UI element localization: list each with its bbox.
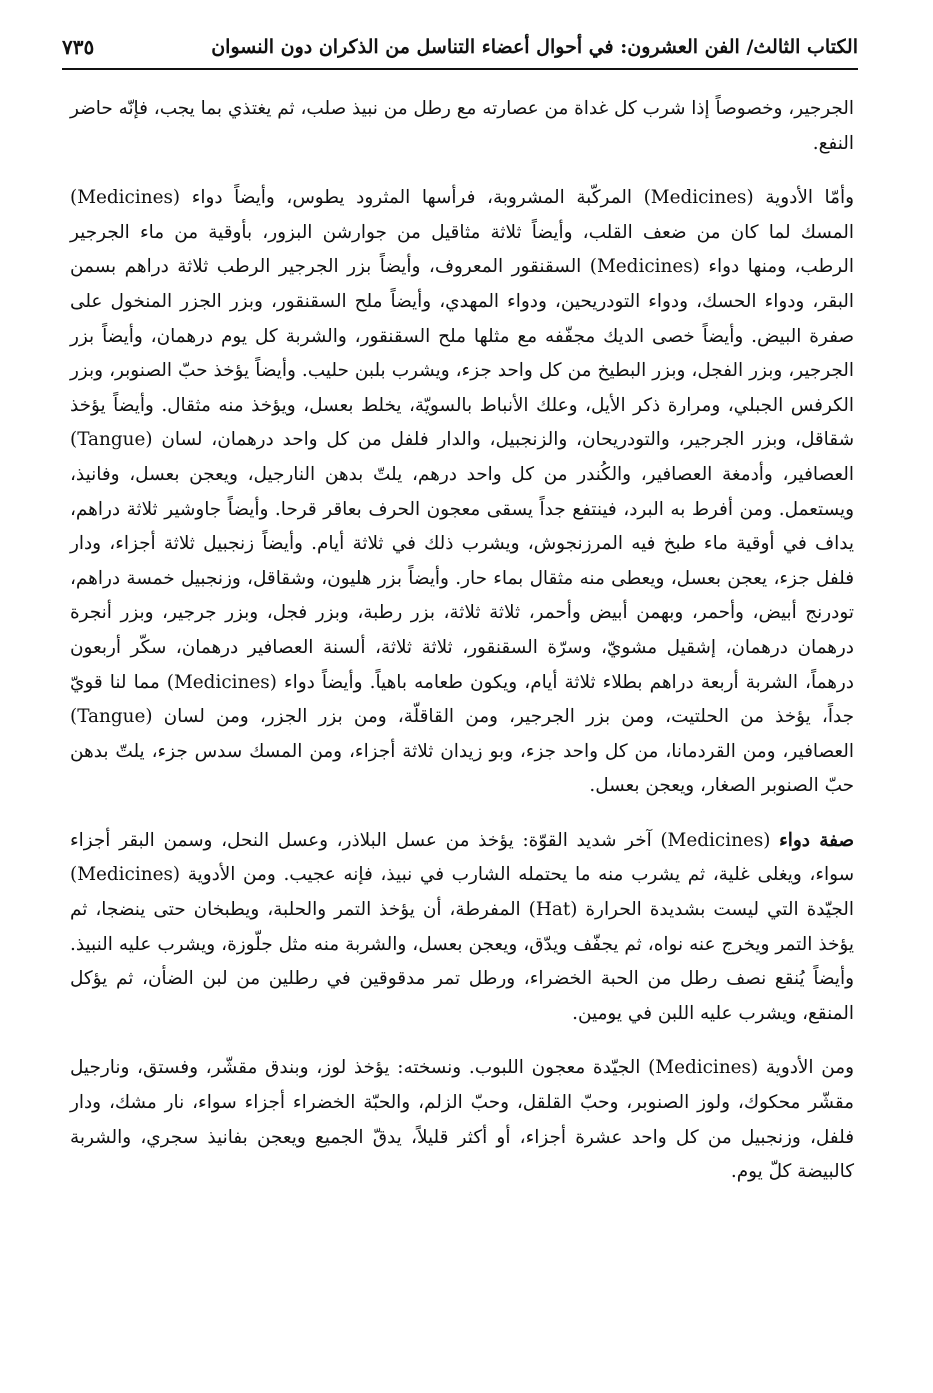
paragraph-gap (70, 161, 854, 181)
paragraph-1 (70, 92, 854, 161)
paragraph-1-text: الجرجير، وخصوصاً إذا شرب كل غداة من عصارته مع رطل من نبيذ صلب، ثم يغتذي بما يجب، فإنّه حاضر النفع. (70, 98, 854, 154)
page-number: ٧٣٥ (62, 35, 95, 59)
paragraph-gap (70, 804, 854, 824)
paragraph-2-text: وأمّا الأدوية (Medicines) المركّبة المشروبة، فرأسها المثرود يطوس، وأيضاً دواء (Medicines) المسك لما كان من ضعف القلب، وأيضاً ثلاثة مثاقيل من جوارشن البزور، بأوقية من ماء الجرجير الرطب، ومنها دواء (Medicines) السقنقور المعروف، وأيضاً بزر الجرجير الرطب ثلاثة دراهم بسمن البقر، ودواء الحسك، ودواء التودريحين، ودواء المهدي، وأيضاً ملح السقنقور، وبزر الجزر المنخول على صفرة البيض. وأيضاً خصى الديك مجفّفه مع مثلها ملح السقنقور، والشربة كل يوم درهمان، وأيضاً بزر الجرجير، وبزر الفجل، وبزر البطيخ من كل واحد جزء، ويشرب بلبن حليب. وأيضاً يؤخذ حبّ الصنوبر، وبزر الكرفس الجبلي، ومرارة ذكر الأيل، وعلك الأنباط بالسويّة، يخلط بعسل، ويؤخذ منه مثقال. وأيضاً يؤخذ شقاقل، وبزر الجرجير، والتودريحان، والزنجبيل، والدار فلفل من كل واحد درهمان، لسان (Tangue) العصافير، وأدمغة العصافير، والكُندر من كل واحد درهم، يلتّ بدهن النارجيل، ويعجن بعسل، وفانيذ، ويستعمل. ومن أفرط به البرد، فينتفع جداً يسقى معجون الحرف بعاقر قرحا. وأيضاً جاوشير ثلاثة دراهم، يداف في أوقية ماء طبخ فيه المرزنجوش، ويشرب ذلك في ثلاثة أيام. وأيضاً زنجبيل ثلاثة أجزاء، ودار فلفل جزء، يعجن بعسل، ويعطى منه مثقال بماء حار. وأيضاً بزر هليون، وشقاقل، وزنجبيل خمسة دراهم، تودرنج أبيض، وأحمر، وبهمن أبيض وأحمر، ثلاثة ثلاثة، بزر رطبة، وبزر فجل، وبزر جرجير، وبزر أنجرة درهمان درهمان، إشقيل مشويّ، وسرّة السقنقور، ثلاثة ثلاثة، ألسنة العصافير درهمان، سكّر أربعون درهماً، الشربة أربعة دراهم بطلاء ثلاثة أيام، ويكون طعامه باهياً. وأيضاً دواء (Medicines) مما لنا قويّ جداً، يؤخذ من الحلتيت، ومن بزر الجرجير، ومن القاقلّة، ومن بزر الجزر، ومن لسان (Tangue) العصافير، ومن القردمانا، من كل واحد جزء، وبو زيدان ثلاثة أجزاء، ومن المسك سدس جزء، يلتّ بدهن حبّ الصنوبر الصغار، ويعجن بعسل. (70, 187, 855, 797)
running-header (62, 32, 858, 66)
paragraph-3 (70, 824, 854, 1032)
header-rule (62, 68, 858, 70)
chapter-title: الكتاب الثالث/ الفن العشرون: في أحوال أعضاء التناسل من الذكران دون النسوان (211, 36, 858, 58)
paragraph-3-text: (Medicines) آخر شديد القوّة: يؤخذ من عسل البلاذر، وعسل النحل، وسمن البقر أجزاء سواء، ويغلى غلية، ثم يشرب منه ما يحتمله الشارب في نبيذ، فإنه عجيب. ومن الأدوية (Medicines) الجيّدة التي ليست بشديدة الحرارة (Hat) المفرطة، أن يؤخذ التمر والحلبة، ويطبخان حتى ينضجا، ثم يؤخذ التمر ويخرج عنه نواه، ثم يجفّف ويدّق، ويعجن بعسل، والشربة منه مثل جلّوزة، ويشرب عليه النبيذ. وأيضاً يُنقع نصف رطل من الحبة الخضراء، ورطل تمر مدقوقين في رطلين من لبن الضأن، ثم يؤكل المنقع، ويشرب عليه اللبن في يومين. (70, 829, 854, 1024)
paragraph-2 (70, 181, 854, 804)
paragraph-4-text: ومن الأدوية (Medicines) الجيّدة معجون اللبوب. ونسخته: يؤخذ لوز، وبندق مقشّر، وفستق، ونارجيل مقشّر محكوك، ولوز الصنوبر، وحبّ القلقل، وحبّ الزلم، والحبّة الخضراء أجزاء سواء، نار مشك، ودار فلفل، وزنجبيل من كل واحد عشرة أجزاء، أو أكثر قليلاً، يدقّ الجميع ويعجن بفانيذ سجري، والشربة كالبيضة كلّ يوم. (70, 1057, 854, 1183)
body-text (70, 92, 854, 1190)
recipe-heading: صفة دواء (779, 829, 854, 851)
paragraph-gap (70, 1031, 854, 1051)
paragraph-4 (70, 1051, 854, 1189)
